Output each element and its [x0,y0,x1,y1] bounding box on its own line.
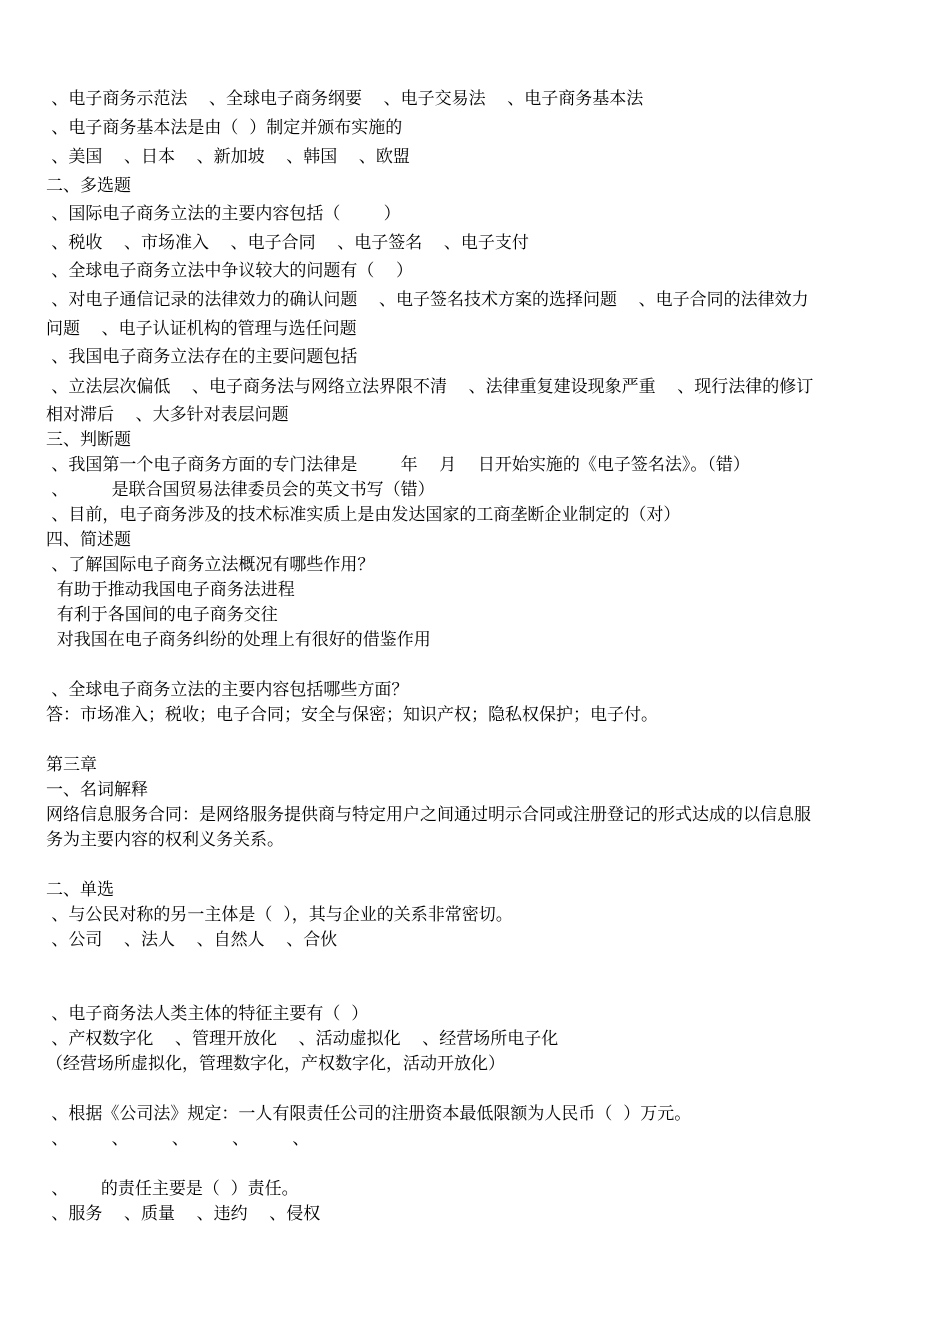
text-line: 、全球电子商务立法的主要内容包括哪些方面？ [46,680,409,700]
text-line: 、电子商务法人类主体的特征主要有（ ） [46,1004,369,1024]
text-line: 答：市场准入；税收；电子合同；安全与保密；知识产权；隐私权保护；电子付。 [46,705,658,725]
text-line: 、全球电子商务立法中争议较大的问题有（ ） [46,261,414,281]
chapter-heading: 第三章 [46,755,97,775]
text-line: 、美国 、日本 、新加坡 、韩国 、欧盟 [46,147,410,167]
text-line: 、电子商务基本法是由（ ）制定并颁布实施的 [46,118,403,138]
text-line: 、 的责任主要是（ ）责任。 [46,1179,299,1199]
text-line: 对我国在电子商务纠纷的处理上有很好的借鉴作用 [46,630,431,650]
text-line: 、国际电子商务立法的主要内容包括（ ） [46,204,401,224]
section-heading: 三、判断题 [46,430,131,450]
text-line: 、我国第一个电子商务方面的专门法律是 年 月 日开始实施的《电子签名法》。（错） [46,455,750,475]
text-line: 、税收 、市场准入 、电子合同 、电子签名 、电子支付 [46,233,529,253]
text-line: （经营场所虚拟化，管理数字化，产权数字化，活动开放化） [46,1054,505,1074]
text-line: 、 、 、 、 、 [46,1129,310,1149]
section-heading: 二、多选题 [46,176,131,196]
text-line: 、服务 、质量 、违约 、侵权 [46,1204,321,1224]
text-line: 相对滞后 、大多针对表层问题 [46,405,289,425]
text-line: 、电子商务示范法 、全球电子商务纲要 、电子交易法 、电子商务基本法 [46,89,644,109]
text-line: 、我国电子商务立法存在的主要问题包括 [46,347,358,367]
text-line: 、了解国际电子商务立法概况有哪些作用？ [46,555,375,575]
text-line: 、产权数字化 、管理开放化 、活动虚拟化 、经营场所电子化 [46,1029,559,1049]
text-line: 、对电子通信记录的法律效力的确认问题 、电子签名技术方案的选择问题 、电子合同的法律效力 [46,290,809,310]
text-line: 务为主要内容的权利义务关系。 [46,830,284,850]
text-line: 有利于各国间的电子商务交往 [46,605,278,625]
text-line: 、目前，电子商务涉及的技术标准实质上是由发达国家的工商垄断企业制定的（对） [46,505,681,525]
section-heading: 四、简述题 [46,530,131,550]
section-heading: 一、名词解释 [46,780,148,800]
section-heading: 二、单选 [46,880,114,900]
text-line: 、立法层次偏低 、电子商务法与网络立法界限不清 、法律重复建设现象严重 、现行法律的修订 [46,377,814,397]
text-line: 网络信息服务合同：是网络服务提供商与特定用户之间通过明示合同或注册登记的形式达成的以信息服 [46,805,811,825]
text-line: 、根据《公司法》规定：一人有限责任公司的注册资本最低限额为人民币（ ）万元。 [46,1104,692,1124]
text-line: 、公司 、法人 、自然人 、合伙 [46,930,338,950]
text-line: 问题 、电子认证机构的管理与选任问题 [46,319,357,339]
text-line: 有助于推动我国电子商务法进程 [46,580,295,600]
text-line: 、与公民对称的另一主体是（ ），其与企业的关系非常密切。 [46,905,513,925]
text-line: 、 是联合国贸易法律委员会的英文书写（错） [46,480,435,500]
